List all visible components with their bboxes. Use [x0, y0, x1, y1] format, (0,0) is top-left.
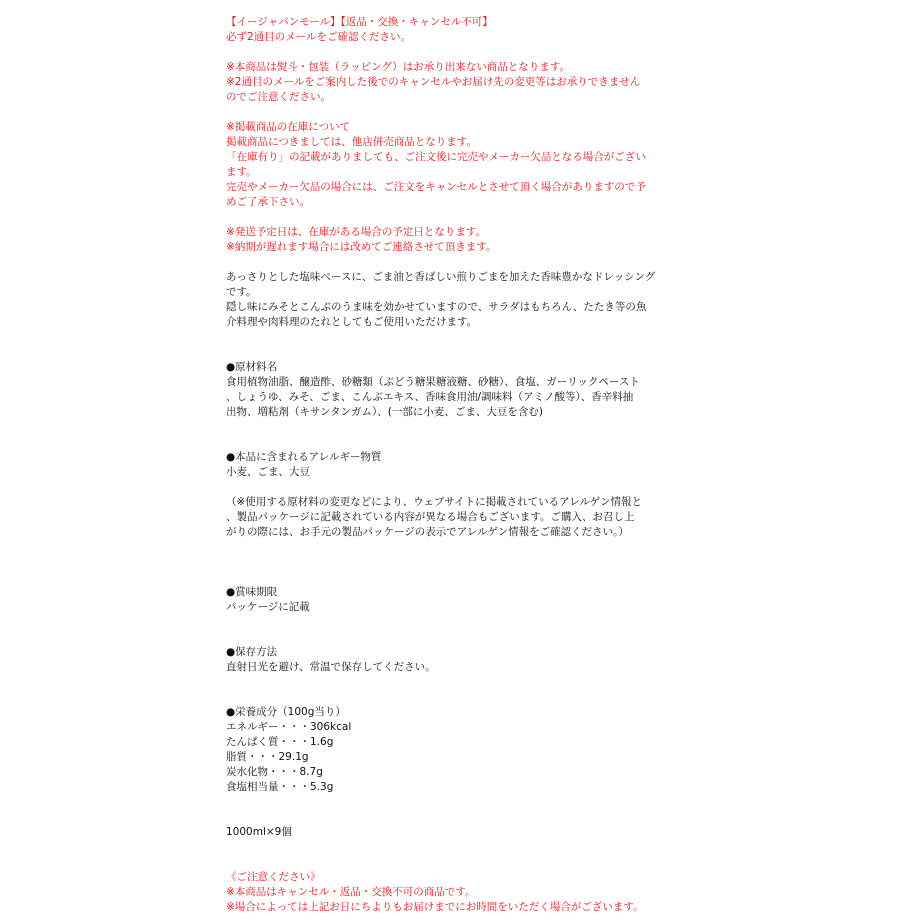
notice-line: 《ご注意ください》	[226, 871, 321, 883]
footer-notice	[226, 870, 646, 915]
notice-line: めご了承下さい。	[226, 196, 310, 208]
notice-line: のでご注意ください。	[226, 91, 331, 103]
allergens-value: 小麦、ごま、大豆	[226, 466, 310, 478]
nutrition-section	[226, 705, 646, 795]
section-heading: ●本品に含まれるアレルギー物質	[226, 451, 382, 463]
header-notice	[226, 15, 646, 45]
section-heading: ●賞味期限	[226, 586, 278, 598]
wrapping-notice	[226, 60, 646, 105]
nutrition-line: 脂質・・・29.1g	[226, 751, 309, 763]
notice-line: ※本商品は熨斗・包装（ラッピング）はお承り出来ない商品となります。	[226, 61, 570, 73]
notice-line: 【イージャパンモール】【返品・交換・キャンセル不可】	[226, 16, 493, 28]
notice-line: 必ず2通目のメールをご確認ください。	[226, 31, 411, 43]
notice-line: ※本商品はキャンセル・返品・交換不可の商品です。	[226, 886, 476, 898]
description	[226, 270, 656, 330]
best-before-value: パッケージに記載	[226, 601, 310, 613]
notice-line: ※納期が遅れます場合には改めてご連絡させて頂きます。	[226, 241, 497, 253]
section-heading: ●原材料名	[226, 361, 278, 373]
notice-line: ※2通目のメールをご案内した後でのキャンセルやお届け先の変更等はお承りできません	[226, 76, 641, 88]
storage-value: 直射日光を避け、常温で保存してください。	[226, 661, 436, 673]
notice-line: ※発送予定日は、在庫がある場合の予定日となります。	[226, 226, 486, 238]
nutrition-line: 炭水化物・・・8.7g	[226, 766, 323, 778]
description-line: 介料理や肉料理のたれとしてもご使用いただけます。	[226, 316, 478, 328]
notice-line: 「在庫有り」の記載がありましても、ご注文後に完売やメーカー欠品となる場合がござい	[226, 151, 646, 163]
description-line: あっさりとした塩味ベースに、ごま油と香ばしい煎りごまを加えた香味豊かなドレッシング	[226, 271, 656, 283]
description-line: 隠し味にみそとこんぶのうま味を効かせていますので、サラダはもちろん、たたき等の魚	[226, 301, 647, 313]
notice-line: ※場合によっては上記お日にちよりもお届けまでにお時間をいただく場合がございます。	[226, 901, 644, 913]
ingredients-section	[226, 360, 646, 420]
allergens-note-line: がりの際には、お手元の製品パッケージの表示でアレルゲン情報をご確認ください。）	[226, 526, 629, 538]
description-line: です。	[226, 286, 257, 298]
nutrition-line: 食塩相当量・・・5.3g	[226, 781, 334, 793]
shipping-notice	[226, 225, 646, 255]
allergens-section	[226, 450, 646, 540]
section-heading: ●栄養成分（100g当り）	[226, 706, 346, 718]
notice-line: ます。	[226, 166, 257, 178]
allergens-note-line: 、製品パッケージに記載されている内容が異なる場合もございます。ご購入、お召し上	[226, 511, 635, 523]
nutrition-line: エネルギー・・・306kcal	[226, 721, 352, 733]
ingredients-line: 食用植物油脂、醸造酢、砂糖類（ぶどう糖果糖液糖、砂糖）、食塩、ガーリックペースト	[226, 376, 640, 388]
product-description	[226, 15, 656, 915]
ingredients-line: 、しょうゆ、みそ、ごま、こんぶエキス、香味食用油/調味料（アミノ酸等）、香辛料抽	[226, 391, 634, 403]
notice-line: 完売やメーカー欠品の場合には、ご注文をキャンセルとさせて頂く場合がありますので予	[226, 181, 646, 193]
best-before-section	[226, 585, 646, 615]
stock-notice	[226, 120, 646, 210]
section-heading: ●保存方法	[226, 646, 278, 658]
notice-line: 掲載商品につきましては、他店併売商品となります。	[226, 136, 477, 148]
ingredients-line: 出物、増粘剤（キサンタンガム）、(一部に小麦、ごま、大豆を含む)	[226, 406, 543, 418]
storage-section	[226, 645, 646, 675]
nutrition-line: たんぱく質・・・1.6g	[226, 736, 334, 748]
notice-line: ※掲載商品の在庫について	[226, 121, 351, 133]
quantity: 1000ml×9個	[226, 826, 292, 838]
allergens-note-line: （※使用する原材料の変更などにより、ウェブサイトに掲載されているアレルゲン情報と	[226, 496, 643, 508]
